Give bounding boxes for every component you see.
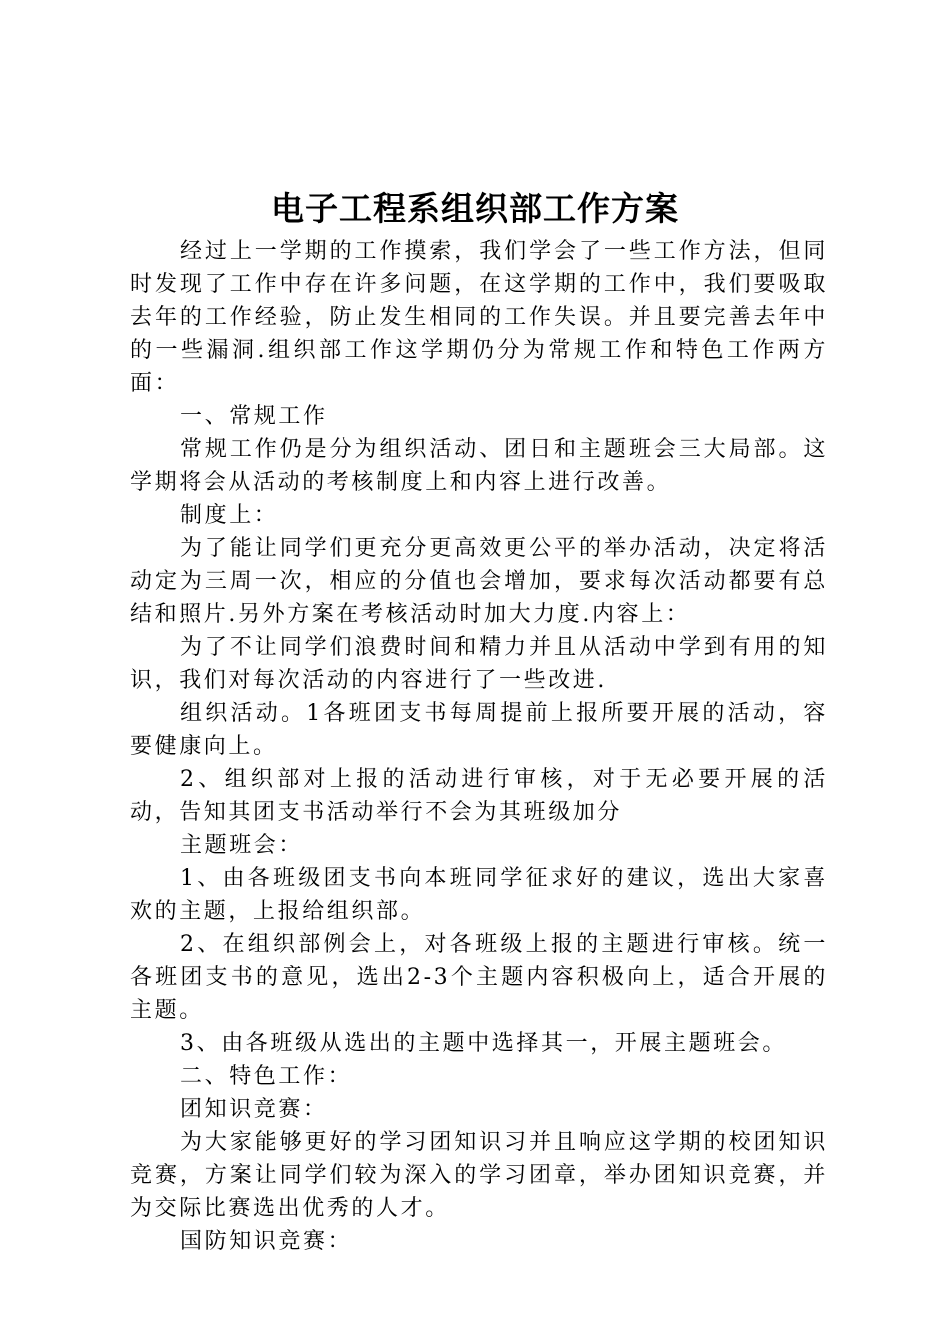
paragraph-routine-work: 常规工作仍是分为组织活动、团日和主题班会三大局部。这学期将会从活动的考核制度上和内容上进行改善。 xyxy=(130,437,828,495)
heading-defense-quiz: 国防知识竞赛： xyxy=(180,1229,353,1254)
heading-league-quiz: 团知识竞赛： xyxy=(180,1097,328,1122)
paragraph-theme-2: 2、在组织部例会上，对各班级上报的主题进行审核。统一各班团支书的意见，选出2-3个主题内容积极向上，适合开展的主题。 xyxy=(130,932,828,1023)
paragraph-content: 为了不让同学们浪费时间和精力并且从活动中学到有用的知识，我们对每次活动的内容进行了一些改进. xyxy=(130,635,828,693)
paragraph-league-quiz: 为大家能够更好的学习团知识习并且响应这学期的校团知识竞赛，方案让同学们较为深入的学习团章，举办团知识竞赛，并为交际比赛选出优秀的人才。 xyxy=(130,1130,828,1221)
heading-routine-work: 一、常规工作 xyxy=(180,404,328,429)
paragraph-activity-2: 2、组织部对上报的活动进行审核，对于无必要开展的活动，告知其团支书活动举行不会为其班级加分 xyxy=(130,767,828,825)
paragraph-intro: 经过上一学期的工作摸索，我们学会了一些工作方法，但同时发现了工作中存在许多问题，在这学期的工作中，我们要吸取去年的工作经验，防止发生相同的工作失误。并且要完善去年中的一些漏洞.组织部工作这学期仍分为常规工作和特色工作两方面： xyxy=(130,239,828,396)
paragraph-activity-1: 组织活动。1各班团支书每周提前上报所要开展的活动，容要健康向上。 xyxy=(130,701,828,759)
heading-system: 制度上： xyxy=(180,503,279,528)
document-body xyxy=(130,235,828,1258)
heading-theme-meeting: 主题班会： xyxy=(180,833,304,858)
paragraph-theme-3: 3、由各班级从选出的主题中选择其一，开展主题班会。 xyxy=(180,1031,787,1056)
heading-special-work: 二、特色工作： xyxy=(180,1064,353,1089)
paragraph-theme-1: 1、由各班级团支书向本班同学征求好的建议，选出大家喜欢的主题，上报给组织部。 xyxy=(130,866,828,924)
paragraph-system: 为了能让同学们更充分更高效更公平的举办活动，决定将活动定为三周一次，相应的分值也会增加，要求每次活动都要有总结和照片.另外方案在考核活动时加大力度.内容上： xyxy=(130,536,828,627)
document-title: 电子工程系组织部工作方案 xyxy=(271,189,679,228)
